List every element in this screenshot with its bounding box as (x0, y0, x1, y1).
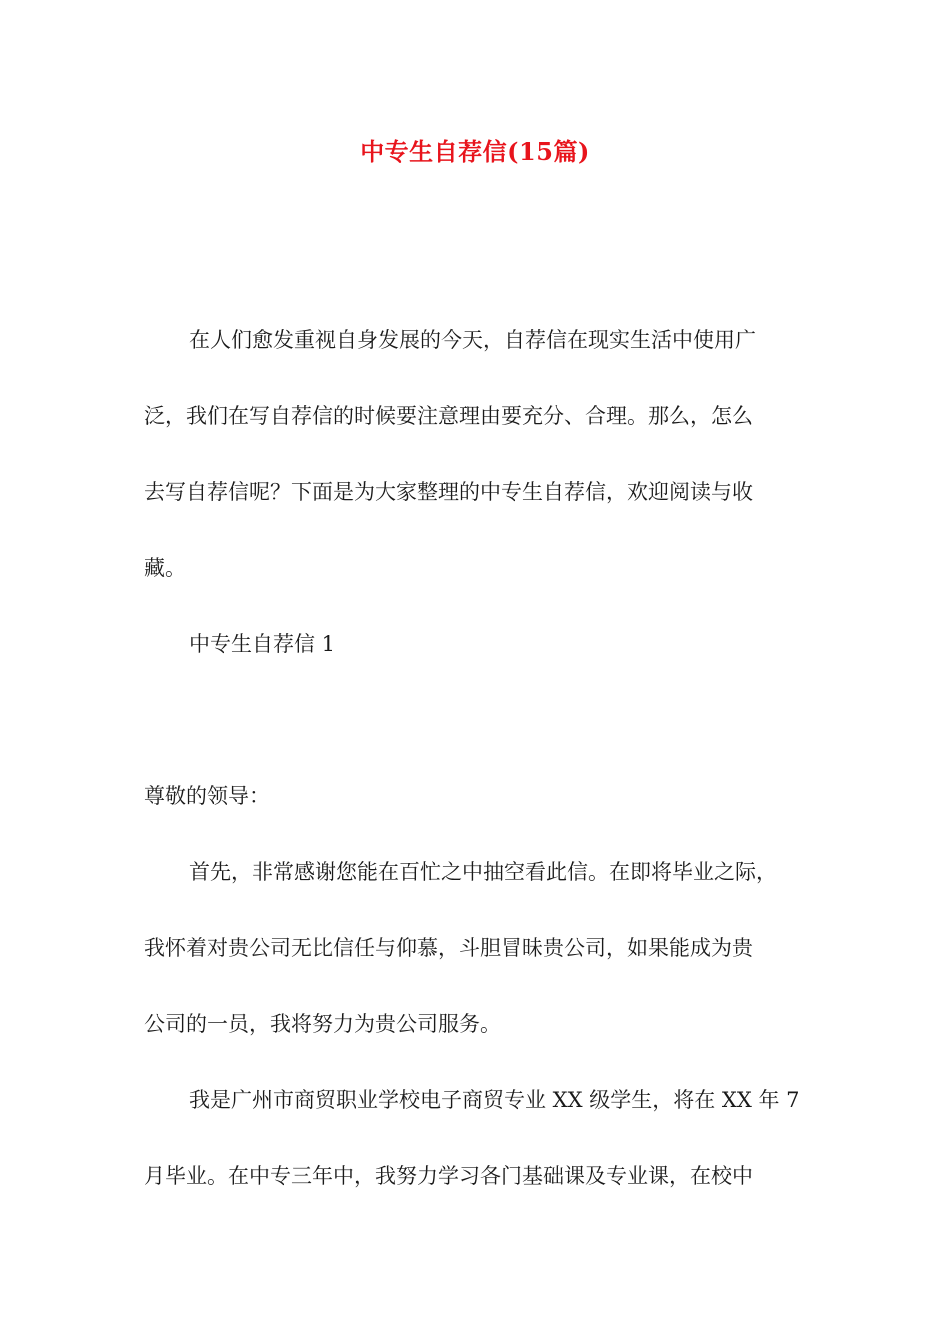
section-heading: 中专生自荐信 1 (189, 632, 336, 656)
text-line: 公司的一员，我将努力为贵公司服务。 (144, 1012, 501, 1036)
document-body (144, 320, 814, 1232)
text-line: 去写自荐信呢？下面是为大家整理的中专生自荐信，欢迎阅读与收 (144, 480, 753, 504)
text-line: 首先，非常感谢您能在百忙之中抽空看此信。在即将毕业之际， (189, 860, 777, 884)
document-title: 中专生自荐信(15篇) (360, 137, 590, 166)
text-line: 泛，我们在写自荐信的时候要注意理由要充分、合理。那么，怎么 (144, 404, 753, 428)
text-line: 在人们愈发重视自身发展的今天，自荐信在现实生活中使用广 (189, 328, 756, 352)
blank-line (144, 700, 814, 776)
text-line: 月毕业。在中专三年中，我努力学习各门基础课及专业课，在校中 (144, 1164, 753, 1188)
text-line: 我是广州市商贸职业学校电子商贸专业 XX 级学生，将在 XX 年 7 (189, 1088, 800, 1112)
text-line: 我怀着对贵公司无比信任与仰慕，斗胆冒昧贵公司，如果能成为贵 (144, 936, 753, 960)
text-line: 藏。 (144, 556, 186, 580)
salutation: 尊敬的领导： (144, 784, 270, 808)
